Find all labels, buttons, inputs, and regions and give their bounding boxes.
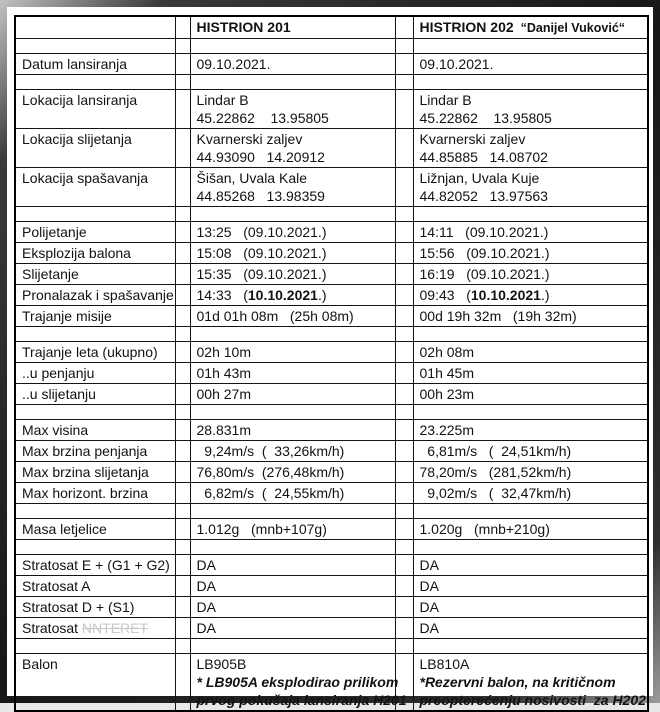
cell-text-line: Lokacija lansiranja [22, 92, 138, 108]
cell-text-line: 01h 43m [196, 365, 251, 381]
blank-row [15, 39, 648, 54]
table-row [15, 597, 648, 618]
row-label-cell [15, 243, 175, 264]
value-cell-h202 [413, 555, 648, 576]
cell-text-line: 15:08 (09.10.2021.) [196, 245, 327, 261]
value-cell-h202 [413, 222, 648, 243]
cell-text-line: 13:25 (09.10.2021.) [196, 224, 327, 240]
spacer-cell [175, 462, 190, 483]
cell-text-line: 15:56 (09.10.2021.) [419, 245, 550, 261]
spacer-cell [395, 618, 413, 639]
value-cell-h202 [413, 441, 648, 462]
spacer-cell [175, 264, 190, 285]
value-cell-h201 [190, 168, 395, 207]
cell-text-line: 23.225m [419, 422, 474, 438]
spacer-cell [395, 264, 413, 285]
value-cell-h201 [190, 54, 395, 75]
value-cell-h202 [413, 90, 648, 129]
table-row [15, 342, 648, 363]
row-label-cell [15, 420, 175, 441]
row-label-cell [15, 540, 175, 555]
blank-row [15, 639, 648, 654]
cell-text-line: Ližnjan, Uvala Kuje [419, 170, 540, 186]
cell-text-line: 76,80m/s (276,48km/h) [196, 464, 345, 480]
cell-text-line: Masa letjelice [22, 521, 107, 537]
spacer-cell [175, 168, 190, 207]
table-row [15, 654, 648, 712]
spacer-cell [175, 384, 190, 405]
cell-text-line: 02h 08m [419, 344, 474, 360]
value-cell-h201 [190, 519, 395, 540]
cell-text-line: 44.85885 14.08702 [419, 149, 548, 165]
row-label-cell [15, 405, 175, 420]
value-cell-h201 [190, 441, 395, 462]
cell-text-line: DA [419, 599, 439, 615]
cell-text-line: Kvarnerski zaljev [196, 131, 303, 147]
value-cell-h202 [413, 16, 648, 39]
cell-text-line: 14:11 (09.10.2021.) [419, 224, 549, 240]
cell-text-line: DA [196, 620, 216, 636]
value-cell-h201 [190, 327, 395, 342]
cell-text-line: Max horizont. brzina [22, 485, 149, 501]
spacer-cell [175, 306, 190, 327]
cell-text-line: 44.85268 13.98359 [196, 188, 325, 204]
spacer-cell [175, 285, 190, 306]
table-body [15, 16, 648, 711]
cell-text-line: *Rezervni balon, na kritičnom [419, 674, 616, 690]
value-cell-h202 [413, 654, 648, 712]
spacer-cell [175, 654, 190, 712]
cell-text-line: preopterećenju nosivosti za H202 [419, 692, 646, 708]
cell-text-line: Lokacija slijetanja [22, 131, 132, 147]
row-label-cell [15, 504, 175, 519]
table-row [15, 519, 648, 540]
cell-text-line: Max visina [22, 422, 89, 438]
spacer-cell [175, 618, 190, 639]
cell-text-line: DA [419, 620, 439, 636]
value-cell-h202 [413, 264, 648, 285]
value-cell-h201 [190, 16, 395, 39]
row-label-cell [15, 519, 175, 540]
value-cell-h201 [190, 555, 395, 576]
cell-text-line: 6,81m/s ( 24,51km/h) [419, 443, 572, 459]
spacer-cell [395, 576, 413, 597]
cell-text-line: LB905B [196, 656, 247, 672]
row-label-cell [15, 75, 175, 90]
value-cell-h202 [413, 639, 648, 654]
spacer-cell [175, 207, 190, 222]
table-row [15, 90, 648, 129]
cell-text-line: 01h 45m [419, 365, 474, 381]
value-cell-h201 [190, 654, 407, 712]
cell-text-line: 9,24m/s ( 33,26km/h) [196, 443, 345, 459]
row-label-cell [15, 555, 175, 576]
value-cell-h201 [190, 363, 395, 384]
row-label-cell [15, 39, 175, 54]
row-label-cell [15, 363, 175, 384]
value-cell-h202 [413, 384, 648, 405]
row-label-cell [15, 342, 175, 363]
cell-text-line: 78,20m/s (281,52km/h) [419, 464, 572, 480]
value-cell-h202 [413, 54, 648, 75]
blank-row [15, 504, 648, 519]
cell-text-line: 44.93090 14.20912 [196, 149, 325, 165]
blank-row [15, 327, 648, 342]
cell-text-line: 09.10.2021. [196, 56, 271, 72]
table-row [15, 285, 648, 306]
value-cell-h202 [413, 519, 648, 540]
value-cell-h201 [190, 618, 395, 639]
value-cell-h202 [413, 363, 648, 384]
cell-text-line: Pronalazak i spašavanje [22, 287, 174, 303]
table-row [15, 363, 648, 384]
spacer-cell [395, 327, 413, 342]
blank-row [15, 75, 648, 90]
cell-text-line: Max brzina slijetanja [22, 464, 149, 480]
value-cell-h201 [190, 207, 395, 222]
row-label-cell [15, 168, 175, 207]
document-page [7, 7, 653, 708]
row-label-cell [15, 462, 175, 483]
cell-text-line: Kvarnerski zaljev [419, 131, 526, 147]
spacer-cell [395, 363, 413, 384]
value-cell-h202 [413, 504, 648, 519]
table-row [15, 441, 648, 462]
spacer-cell [395, 168, 413, 207]
spacer-cell [175, 405, 190, 420]
table-row [15, 54, 648, 75]
table-row [15, 384, 648, 405]
value-cell-h202 [413, 342, 648, 363]
spacer-cell [395, 243, 413, 264]
spacer-cell [395, 555, 413, 576]
blank-row [15, 540, 648, 555]
cell-text-line: Eksplozija balona [22, 245, 131, 261]
cell-text-line: Lokacija spašavanja [22, 170, 149, 186]
table-row [15, 129, 648, 168]
cell-text-line: Stratosat D + (S1) [22, 599, 135, 615]
spacer-cell [175, 54, 190, 75]
cell-text-line: 00h 23m [419, 386, 474, 402]
cell-text-line: 45.22862 13.95805 [419, 110, 552, 126]
cell-text-line: 00h 27m [196, 386, 251, 402]
value-cell-h201 [190, 405, 395, 420]
row-label-cell [15, 207, 175, 222]
value-cell-h202 [413, 129, 648, 168]
table-row [15, 306, 648, 327]
spacer-cell [175, 555, 190, 576]
spacer-cell [395, 540, 413, 555]
spacer-cell [175, 363, 190, 384]
spacer-cell [175, 576, 190, 597]
spacer-cell [175, 639, 190, 654]
value-cell-h202 [413, 39, 648, 54]
spacer-cell [175, 16, 190, 39]
value-cell-h202 [413, 597, 648, 618]
value-cell-h202 [413, 75, 648, 90]
cell-text-line: 14:33 (10.10.2021.) [196, 287, 327, 303]
spacer-cell [395, 285, 413, 306]
value-cell-h201 [190, 243, 395, 264]
table-row [15, 222, 648, 243]
spacer-cell [395, 207, 413, 222]
spacer-cell [395, 519, 413, 540]
spacer-cell [175, 441, 190, 462]
cell-text-line: 01d 01h 08m (25h 08m) [196, 308, 354, 324]
value-cell-h201 [190, 129, 395, 168]
value-cell-h201 [190, 483, 395, 504]
spacer-cell [175, 420, 190, 441]
row-label-cell [15, 306, 175, 327]
spacer-cell [175, 483, 190, 504]
spacer-cell [175, 243, 190, 264]
spacer-cell [175, 597, 190, 618]
row-label-cell [15, 129, 175, 168]
value-cell-h202 [413, 420, 648, 441]
value-cell-h201 [190, 462, 395, 483]
spacer-cell [395, 39, 413, 54]
table-row [15, 264, 648, 285]
blank-row [15, 207, 648, 222]
table-row [15, 462, 648, 483]
value-cell-h202 [413, 306, 648, 327]
row-label-cell [15, 222, 175, 243]
value-cell-h202 [413, 462, 648, 483]
value-cell-h201 [190, 540, 395, 555]
cell-text-line: Trajanje leta (ukupno) [22, 344, 158, 360]
cell-text-line: Trajanje misije [22, 308, 112, 324]
value-cell-h201 [190, 75, 395, 90]
row-label-cell [15, 639, 175, 654]
row-label-cell [15, 16, 175, 39]
cell-text-line: Šišan, Uvala Kale [196, 170, 308, 186]
cell-text-line: ..u slijetanju [22, 386, 96, 402]
spacer-cell [395, 342, 413, 363]
spacer-cell [395, 597, 413, 618]
spacer-cell [395, 16, 413, 39]
spacer-cell [395, 483, 413, 504]
cell-text-line: DA [419, 578, 439, 594]
cell-text-line: LB810A [419, 656, 470, 672]
value-cell-h201 [190, 420, 395, 441]
value-cell-h202 [413, 327, 648, 342]
value-cell-h201 [190, 222, 395, 243]
row-label-cell [15, 654, 175, 712]
header-row [15, 16, 648, 39]
spacer-cell [395, 222, 413, 243]
table-row [15, 618, 648, 639]
spacer-cell [395, 462, 413, 483]
value-cell-h202 [413, 168, 648, 207]
cell-text-line: 44.82052 13.97563 [419, 188, 548, 204]
spacer-cell [395, 405, 413, 420]
cell-text-line: 1.020g (mnb+210g) [419, 521, 550, 537]
value-cell-h202 [413, 540, 648, 555]
value-cell-h201 [190, 384, 395, 405]
spacer-cell [395, 306, 413, 327]
spacer-cell [395, 54, 413, 75]
spacer-cell [175, 519, 190, 540]
cell-text-line: 45.22862 13.95805 [196, 110, 329, 126]
cell-text-line: DA [419, 557, 439, 573]
row-label-cell [15, 384, 175, 405]
value-cell-h202 [413, 207, 648, 222]
mission-comparison-table [14, 15, 649, 712]
value-cell-h201 [190, 504, 395, 519]
spacer-cell [175, 222, 190, 243]
table-row [15, 576, 648, 597]
cell-text-line: prvog pokušaja lansiranja H201 [196, 692, 407, 708]
spacer-cell [395, 75, 413, 90]
cell-text-line: 6,82m/s ( 24,55km/h) [196, 485, 345, 501]
row-label-cell [15, 90, 175, 129]
spacer-cell [175, 90, 190, 129]
spacer-cell [395, 90, 413, 129]
table-row [15, 483, 648, 504]
cell-text-line: HISTRION 202 “Danijel Vuković“ [419, 19, 626, 35]
spacer-cell [175, 504, 190, 519]
value-cell-h202 [413, 405, 648, 420]
row-label-cell [15, 576, 175, 597]
cell-text-line: Datum lansiranja [22, 56, 128, 72]
cell-text-line: Max brzina penjanja [22, 443, 148, 459]
row-label-cell [15, 285, 175, 306]
cell-text-line: 09:43 (10.10.2021.) [419, 287, 550, 303]
value-cell-h202 [413, 285, 648, 306]
cell-text-line: DA [196, 557, 216, 573]
table-row [15, 243, 648, 264]
cell-text-line: Lindar B [419, 92, 472, 108]
spacer-cell [175, 75, 190, 90]
value-cell-h201 [190, 306, 395, 327]
blank-row [15, 405, 648, 420]
value-cell-h201 [190, 597, 395, 618]
value-cell-h201 [190, 39, 395, 54]
value-cell-h201 [190, 264, 395, 285]
spacer-cell [395, 384, 413, 405]
value-cell-h201 [190, 639, 395, 654]
spacer-cell [395, 420, 413, 441]
cell-text-line: DA [196, 578, 216, 594]
row-label-cell [15, 441, 175, 462]
spacer-cell [175, 327, 190, 342]
spacer-cell [175, 342, 190, 363]
cell-text-line: 1.012g (mnb+107g) [196, 521, 327, 537]
cell-text-line: 09.10.2021. [419, 56, 494, 72]
value-cell-h202 [413, 618, 648, 639]
cell-text-line: 02h 10m [196, 344, 251, 360]
cell-text-line: ..u penjanju [22, 365, 95, 381]
cell-text-line: Stratosat NNTERET [22, 620, 149, 636]
cell-text-line: HISTRION 201 [196, 19, 291, 35]
table-row [15, 168, 648, 207]
cell-text-line: * LB905A eksplodirao prilikom [196, 674, 399, 690]
spacer-cell [395, 129, 413, 168]
value-cell-h202 [413, 243, 648, 264]
spacer-cell [395, 441, 413, 462]
cell-text-line: Lindar B [196, 92, 249, 108]
spacer-cell [175, 540, 190, 555]
cell-text-line: Stratosat E + (G1 + G2) [22, 557, 170, 573]
spacer-cell [395, 504, 413, 519]
cell-text-line: Slijetanje [22, 266, 79, 282]
value-cell-h202 [413, 576, 648, 597]
row-label-cell [15, 597, 175, 618]
cell-text-line: 16:19 (09.10.2021.) [419, 266, 550, 282]
cell-text-line: DA [196, 599, 216, 615]
cell-text-line: 00d 19h 32m (19h 32m) [419, 308, 577, 324]
table-row [15, 420, 648, 441]
row-label-cell [15, 483, 175, 504]
cell-text-line: 15:35 (09.10.2021.) [196, 266, 327, 282]
row-label-cell [15, 264, 175, 285]
value-cell-h201 [190, 285, 395, 306]
cell-text-line: Stratosat A [22, 578, 91, 594]
spacer-cell [175, 39, 190, 54]
cell-text-line: Polijetanje [22, 224, 87, 240]
value-cell-h201 [190, 576, 395, 597]
row-label-cell [15, 327, 175, 342]
spacer-cell [175, 129, 190, 168]
cell-text-line: 9,02m/s ( 32,47km/h) [419, 485, 572, 501]
cell-text-line: 28.831m [196, 422, 251, 438]
value-cell-h201 [190, 342, 395, 363]
value-cell-h201 [190, 90, 395, 129]
spacer-cell [395, 639, 413, 654]
value-cell-h202 [413, 483, 648, 504]
cell-text-line: Balon [22, 656, 58, 672]
table-row [15, 555, 648, 576]
row-label-cell [15, 618, 175, 639]
row-label-cell [15, 54, 175, 75]
